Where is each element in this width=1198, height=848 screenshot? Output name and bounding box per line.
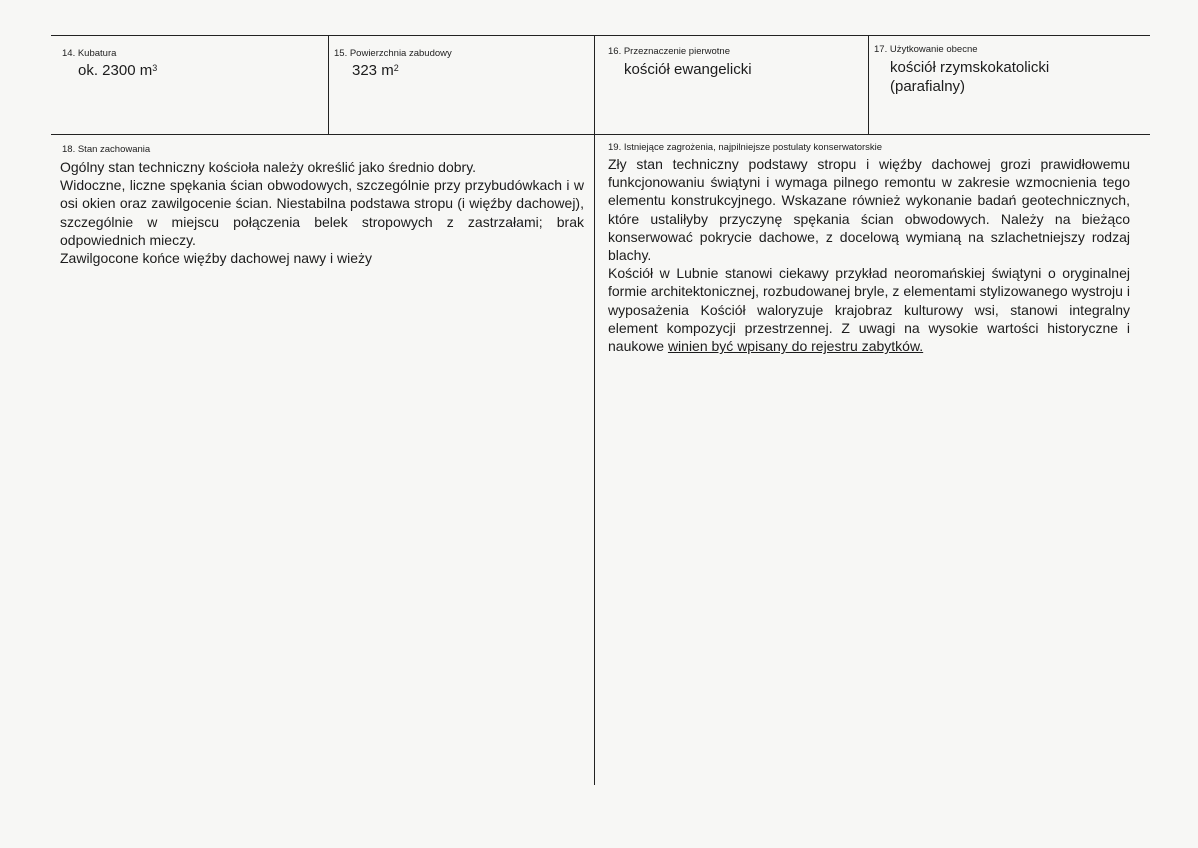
field-19-text: [608, 155, 1130, 355]
field-15-value: [352, 62, 399, 80]
field-19-underlined-text: winien być wpisany do rejestru zabytków.: [667, 338, 924, 355]
field-16-label: 16. Przeznaczenie pierwotne: [608, 46, 730, 57]
field-15-superscript: 2: [393, 63, 399, 73]
field-18-text: [60, 158, 584, 267]
field-14-value-text: ok. 2300 m: [78, 62, 153, 79]
field-19-paragraph2-text: Kościół w Lubnie stanowi ciekawy przykład neoromańskiej świątyni o oryginalnej formie architektonicznej, rozbudowanej bryle, z elementami stylizowanego wystroju i wyposażenia Kościół waloryzuje krajobraz kulturowy wsi, stanowi integralny element kompozycji przestrzennej. Z uwagi na wysokie wartości historyczne i naukowe: [608, 265, 1130, 355]
field-16-value: kościół ewangelicki: [624, 61, 752, 78]
field-19-label: 19. Istniejące zagrożenia, najpilniejsze postulaty konserwatorskie: [608, 142, 883, 153]
field-18-paragraph2: Zawilgocone końce więźby dachowej nawy i wieży: [60, 250, 373, 267]
field-19-paragraph1: Zły stan techniczny podstawy stropu i więźby dachowej grozi prawidłowemu funkcjonowaniu świątyni i wymaga pilnego remontu w zakresie wzmocnienia tego elementu konstrukcyjnego. Wskazane również wykonanie badań geotechnicznych, które ustaliłyby przyczynę spękania ścian obwodowych. Należy na bieżąco konserwować pokrycie dachowe, z docelową wymianą na szlachetniejszy rodzaj blachy.: [608, 156, 1130, 264]
field-14-value: [78, 62, 157, 80]
col-divider-2: [594, 35, 595, 785]
row-divider-line: [51, 134, 1150, 135]
field-17-value-line1: kościół rzymskokatolicki: [890, 59, 1050, 76]
field-18-line1: Ogólny stan techniczny kościoła należy określić jako średnio dobry.: [60, 159, 477, 175]
col-divider-1: [328, 35, 329, 135]
top-border-line: [51, 35, 1150, 36]
field-17-label: 17. Użytkowanie obecne: [874, 44, 978, 55]
field-14-label: 14. Kubatura: [62, 48, 117, 59]
field-14-superscript: 3: [152, 63, 158, 73]
field-15-value-text: 323 m: [352, 62, 394, 79]
col-divider-3: [868, 35, 869, 135]
field-18-label: 18. Stan zachowania: [62, 144, 151, 155]
field-15-label: 15. Powierzchnia zabudowy: [334, 48, 452, 59]
field-18-paragraph1: Widoczne, liczne spękania ścian obwodowych, szczególnie przy przybudówkach i w osi okien oraz zawilgocenie ścian. Niestabilna podstawa stropu (i więźby dachowej), szczególnie w miejscu połączenia belek stropowych z zastrzałami; brak odpowiednich mieczy.: [60, 177, 584, 248]
field-19-paragraph2: [608, 264, 1130, 355]
field-17-value-line2: (parafialny): [890, 78, 966, 95]
